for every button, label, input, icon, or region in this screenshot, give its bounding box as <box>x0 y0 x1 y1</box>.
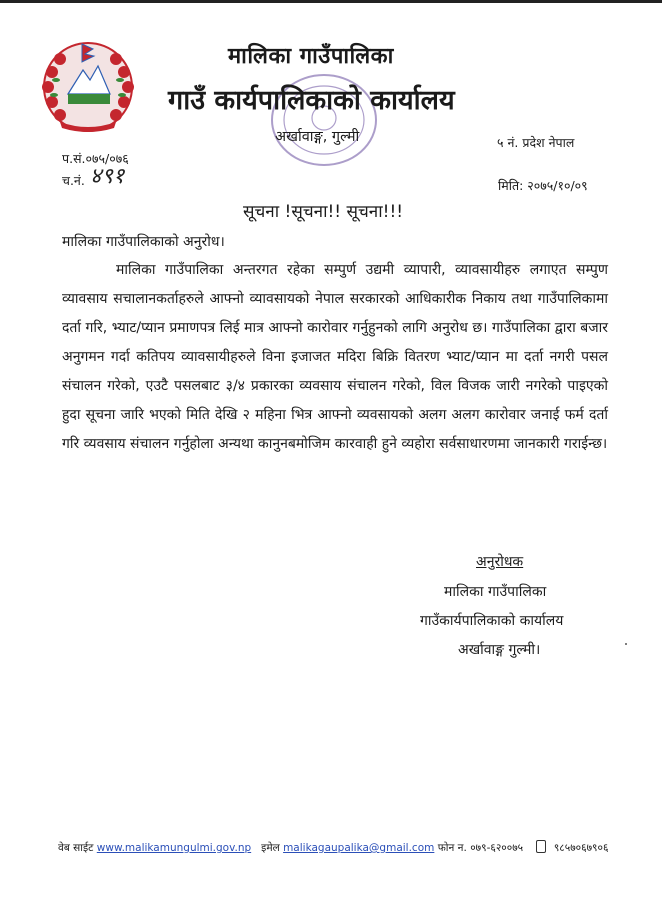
nepal-emblem-logo <box>38 32 138 137</box>
signatory-line-3: अर्खावाङ्ग गुल्मी। <box>458 642 541 658</box>
email-link[interactable]: malikagaupalika@gmail.com <box>283 842 435 854</box>
notice-subject: मालिका गाउँपालिकाको अनुरोध। <box>62 234 225 250</box>
office-address: अर्खावाङ्ग, गुल्मी <box>275 129 360 145</box>
website-label: वेब साईट <box>58 842 94 854</box>
email-label: इमेल <box>261 842 280 854</box>
mobile-phone-icon <box>536 840 546 853</box>
phone-label: फोन न. <box>437 842 467 854</box>
org-name: मालिका गाउँपालिका <box>228 44 394 69</box>
top-border-line <box>0 0 662 3</box>
province-label: ५ नं. प्रदेश नेपाल <box>497 135 575 150</box>
dispatch-number-handwritten: ४९१ <box>90 164 125 189</box>
signatory-line-2: गाउँकार्यपालिकाको कार्यालय <box>420 613 564 629</box>
notice-title: सूचना !सूचना!! सूचना!!! <box>243 202 404 222</box>
dispatch-number-label: च.नं. <box>62 173 85 188</box>
phone-number: ०७९-६२००७५ <box>470 842 524 854</box>
paper-mark <box>625 643 627 645</box>
contact-footer <box>58 840 608 855</box>
signatory-line-1: मालिका गाउँपालिका <box>444 584 547 600</box>
reference-number: प.सं.०७५/०७६ <box>62 151 129 166</box>
office-name: गाउँ कार्यपालिकाको कार्यालय <box>168 85 455 116</box>
notice-body: मालिका गाउँपालिका अन्तरगत रहेका सम्पुर्ण उद्यमी व्यापारी, व्यावसायीहरु लगाएत सम्पुण व्यावसाय सचालानकर्ताहरुले आफ्नो व्यावसायको नेपाल सरकारको आधिकारीक निकाय तथा गाउँपालिकामा दर्ता गरि, भ्याट/प्यान प्रमाणपत्र लिई मात्र आफ्नो कारोवार गर्नुहुनको लागि अनुरोध छ। गाउँपालिका द्वारा बजार अनुगमन गर्दा कतिपय व्यावसायीहरुले विना इजाजत मदिरा बिक्रि वितरण भ्याट/प्यान मा दर्ता नगरी पसल संचालन गरेको, एउटै पसलबाट ३/४ प्रकारका व्यवसाय संचालन गरेको, विल विजक जारी नगरेको पाइएको हुदा सूचना जारि भएको मिति देखि २ महिना भित्र आफ्नो व्यवसायको अलग अलग कारोवार जनाई फर्म दर्ता गरि व्यवसाय संचालन गर्नुहोला अन्यथा कानुनबमोजिम कारवाही हुने व्यहोरा सर्वसाधारणमा जानकारी गराईन्छ। <box>62 262 608 452</box>
website-link[interactable]: www.malikamungulmi.gov.np <box>96 842 252 854</box>
mobile-number: ९८५७०६७९०६ <box>553 842 609 854</box>
signatory-heading: अनुरोधक <box>476 554 524 570</box>
issue-date: मिति: २०७५/१०/०९ <box>498 178 588 193</box>
